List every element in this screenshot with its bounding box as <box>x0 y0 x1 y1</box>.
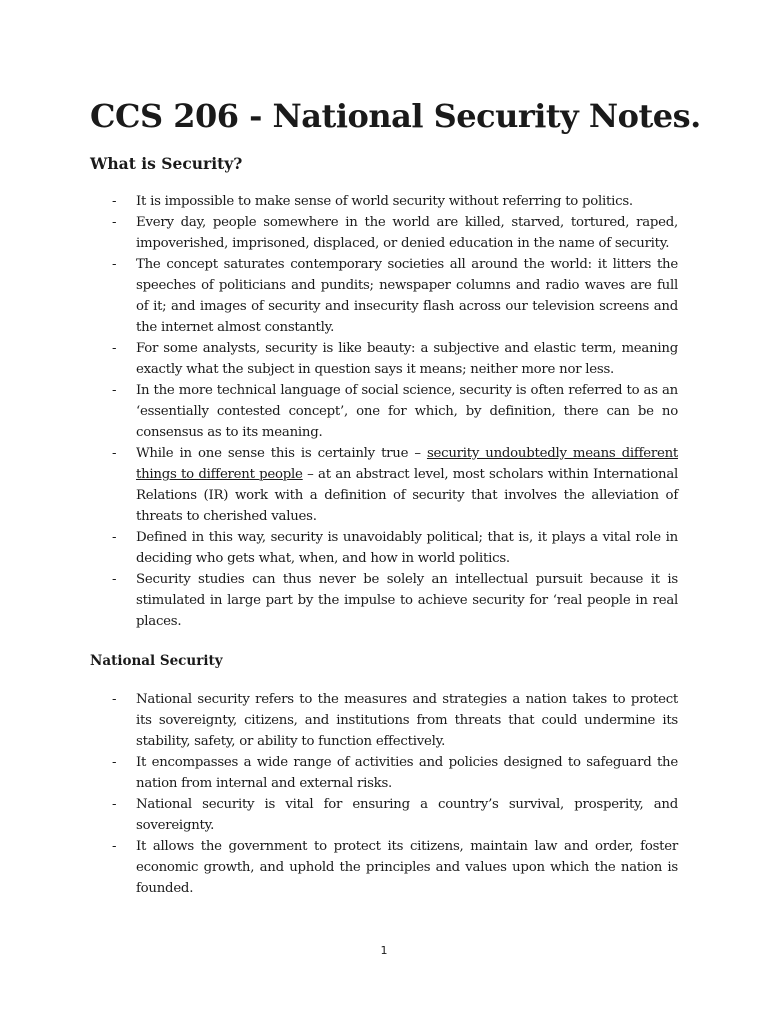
bullet-text: Every day, people somewhere in the world are killed, starved, tortured, raped, impoverished, imprisoned, displaced, or denied education in the name of security. <box>136 215 678 251</box>
bullet-dash: - <box>112 446 117 461</box>
national-security-bullet-list <box>112 689 678 899</box>
list-item <box>112 794 678 836</box>
section-heading-national-security: National Security <box>90 653 223 669</box>
bullet-text-tail: – at an abstract level, most scholars within International Relations (IR) work with a definition of security that involves the alleviation of threats to cherished values. <box>136 467 678 524</box>
bullet-text: It encompasses a wide range of activities and policies designed to safeguard the nation from internal and external risks. <box>136 755 678 791</box>
bullet-dash: - <box>112 839 117 854</box>
bullet-text: In the more technical language of social science, security is often referred to as an ‘essentially contested concept’, one for which, by definition, there can be no consensus as to its meaning. <box>136 383 678 440</box>
page-number: 1 <box>380 944 388 957</box>
list-item <box>112 752 678 794</box>
list-item <box>112 254 678 338</box>
bullet-dash: - <box>112 383 117 398</box>
list-item <box>112 443 678 527</box>
bullet-dash: - <box>112 692 117 707</box>
list-item <box>112 338 678 380</box>
list-item <box>112 527 678 569</box>
document-title: CCS 206 - National Security Notes. <box>90 97 701 135</box>
list-item <box>112 212 678 254</box>
bullet-dash: - <box>112 572 117 587</box>
bullet-text: National security is vital for ensuring a country’s survival, prosperity, and sovereignty. <box>136 797 678 833</box>
bullet-text: It is impossible to make sense of world security without referring to politics. <box>136 194 633 209</box>
bullet-text: National security refers to the measures and strategies a nation takes to protect its sovereignty, citizens, and institutions from threats that could undermine its stability, safety, or ability to function effectively. <box>136 692 678 749</box>
bullet-dash: - <box>112 755 117 770</box>
bullet-dash: - <box>112 194 117 209</box>
bullet-dash: - <box>112 797 117 812</box>
bullet-text: It allows the government to protect its citizens, maintain law and order, foster economic growth, and uphold the principles and values upon which the nation is founded. <box>136 839 678 896</box>
bullet-dash: - <box>112 215 117 230</box>
bullet-dash: - <box>112 530 117 545</box>
list-item <box>112 836 678 899</box>
bullet-text: Defined in this way, security is unavoidably political; that is, it plays a vital role in deciding who gets what, when, and how in world politics. <box>136 530 678 566</box>
bullet-dash: - <box>112 341 117 356</box>
list-item <box>112 191 678 212</box>
list-item <box>112 689 678 752</box>
list-item <box>112 380 678 443</box>
bullet-text: For some analysts, security is like beauty: a subjective and elastic term, meaning exactly what the subject in question says it means; neither more nor less. <box>136 341 678 377</box>
bullet-text: Security studies can thus never be solely an intellectual pursuit because it is stimulated in large part by the impulse to achieve security for ‘real people in real places. <box>136 572 678 629</box>
bullet-text: The concept saturates contemporary societies all around the world: it litters the speeches of politicians and pundits; newspaper columns and radio waves are full of it; and images of security and insecurity flash across our television screens and the internet almost constantly. <box>136 257 678 335</box>
section-heading-what-is-security: What is Security? <box>90 154 243 173</box>
bullet-dash: - <box>112 257 117 272</box>
security-bullet-list <box>112 191 678 632</box>
underlined-phrase: security undoubtedly means different things to different people <box>136 446 678 482</box>
list-item <box>112 569 678 632</box>
bullet-text-lead: While in one sense this is certainly true – <box>136 446 427 461</box>
